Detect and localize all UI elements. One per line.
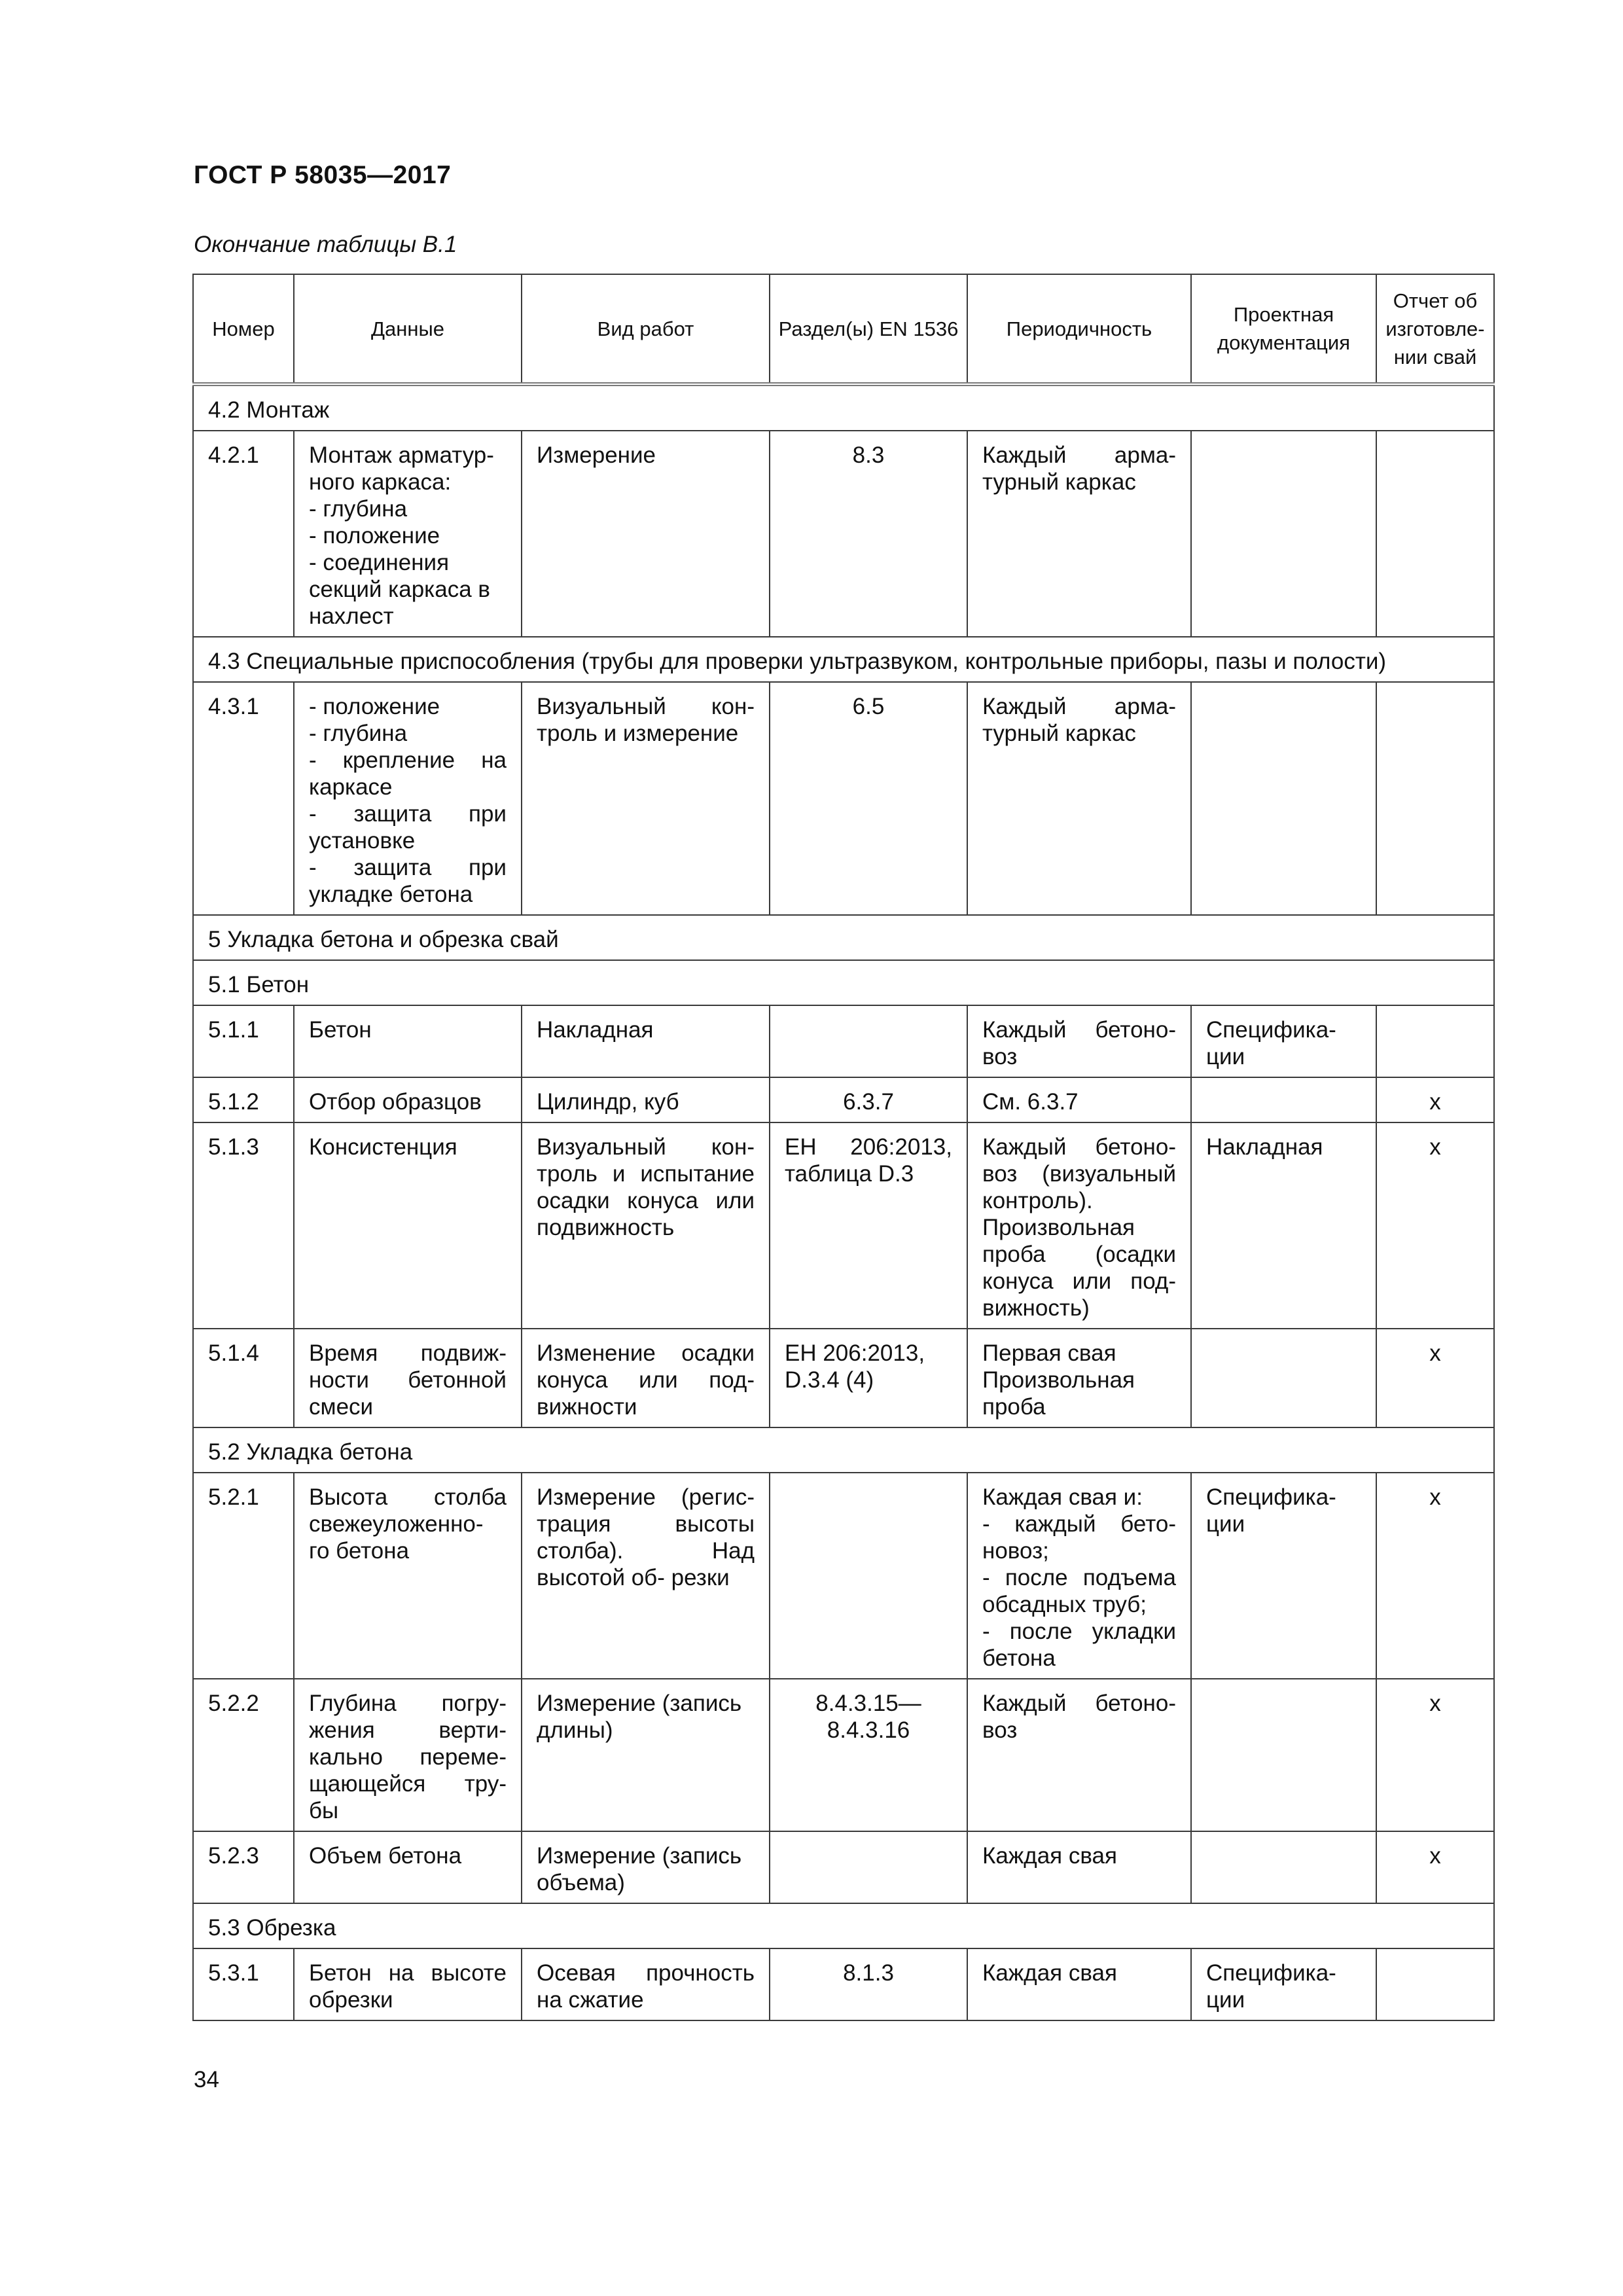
cell-line: - защита при установке [309,801,507,853]
cell-number: 5.2.1 [193,1473,294,1679]
cell-project-docs [1191,431,1376,637]
header-data: Данные [294,274,522,384]
cell-periodicity: Каждый бетоно- воз (визуальный контроль). Произвольная проба (осадки конуса или под- вижность) [967,1122,1191,1329]
table-row [193,1473,1494,1679]
cell-data: Бетон на высоте обрезки [294,1948,522,2020]
cell-work-type: Осевая прочность на сжатие [522,1948,770,2020]
cell-data [294,431,522,637]
section-title: 4.2 Монтаж [193,384,1494,431]
section-row [193,960,1494,1005]
cell-work-type: Измерение [522,431,770,637]
cell-section [770,1473,967,1679]
table-row [193,1948,1494,2020]
document-header: ГОСТ Р 58035—2017 [194,161,452,189]
header-number: Номер [193,274,294,384]
section-title: 5.1 Бетон [193,960,1494,1005]
cell-project-docs: Специфика- ции [1191,1005,1376,1077]
table-row [193,1077,1494,1122]
cell-periodicity: Каждая свая [967,1831,1191,1903]
cell-work-type: Изменение осадки конуса или под- вижности [522,1329,770,1427]
cell-periodicity: Каждый арма- турный каркас [967,431,1191,637]
header-periodicity: Периодичность [967,274,1191,384]
cell-section: ЕН 206:2013, таблица D.3 [770,1122,967,1329]
cell-line: ного каркаса: [309,469,452,495]
cell-line: Монтаж арматур- [309,442,494,468]
section-row [193,637,1494,682]
cell-periodicity [967,1329,1191,1427]
cell-work-type: Измерение (запись длины) [522,1679,770,1831]
section-title: 5.3 Обрезка [193,1903,1494,1948]
header-report: Отчет об изготовле- нии свай [1376,274,1494,384]
cell-project-docs [1191,1831,1376,1903]
cell-project-docs: Специфика- ции [1191,1473,1376,1679]
cell-work-type: Визуальный кон- троль и испытание осадки конуса или подвижность [522,1122,770,1329]
cell-report [1376,1005,1494,1077]
cell-work-type: Измерение (регис- трация высоты столба). Над высотой об- резки [522,1473,770,1679]
cell-data: Консистенция [294,1122,522,1329]
table-row [193,1005,1494,1077]
cell-work-type: Цилиндр, куб [522,1077,770,1122]
cell-data: Отбор образцов [294,1077,522,1122]
section-title: 5 Укладка бетона и обрезка свай [193,915,1494,960]
cell-line: - соединения [309,550,450,575]
cell-periodicity: Каждая свая [967,1948,1191,2020]
cell-data: Глубина погру- жения верти- кально переме- щающейся тру- бы [294,1679,522,1831]
cell-report [1376,682,1494,915]
table-row [193,1679,1494,1831]
page-number: 34 [194,2067,219,2092]
cell-section: 6.3.7 [770,1077,967,1122]
cell-line: - глубина [309,721,408,746]
cell-project-docs [1191,1077,1376,1122]
cell-number: 5.1.1 [193,1005,294,1077]
cell-line: - положение [309,694,440,719]
cell-periodicity: См. 6.3.7 [967,1077,1191,1122]
section-row [193,915,1494,960]
table-row [193,431,1494,637]
cell-periodicity: Каждый арма- турный каркас [967,682,1191,915]
cell-report: х [1376,1122,1494,1329]
cell-line: Произвольная [982,1367,1135,1393]
cell-line: Первая свая [982,1340,1116,1366]
cell-section: 6.5 [770,682,967,915]
cell-project-docs: Накладная [1191,1122,1376,1329]
cell-project-docs [1191,682,1376,915]
cell-number: 5.3.1 [193,1948,294,2020]
cell-data: Бетон [294,1005,522,1077]
cell-section [770,1831,967,1903]
cell-line: - крепление на каркасе [309,747,507,800]
section-title: 4.3 Специальные приспособления (трубы для проверки ультразвуком, контрольные приборы, пазы и полости) [193,637,1494,682]
cell-project-docs [1191,1679,1376,1831]
cell-line: Каждая свая и: [982,1484,1143,1510]
section-row [193,1903,1494,1948]
cell-report [1376,1948,1494,2020]
cell-work-type: Накладная [522,1005,770,1077]
section-row [193,384,1494,431]
cell-line: - каждый бето- новоз; [982,1511,1176,1564]
cell-work-type: Визуальный кон- троль и измерение [522,682,770,915]
cell-report: х [1376,1679,1494,1831]
cell-data [294,682,522,915]
cell-line: секций каркаса в [309,577,490,602]
cell-project-docs: Специфика- ции [1191,1948,1376,2020]
cell-number: 4.2.1 [193,431,294,637]
cell-line: проба [982,1394,1046,1420]
header-work-type: Вид работ [522,274,770,384]
cell-line: - после укладки бетона [982,1619,1176,1671]
section-row [193,1427,1494,1473]
cell-section: 8.4.3.15— 8.4.3.16 [770,1679,967,1831]
table-row [193,1831,1494,1903]
cell-data: Объем бетона [294,1831,522,1903]
table-row [193,1122,1494,1329]
cell-report: х [1376,1473,1494,1679]
cell-line: - защита при укладке бетона [309,855,507,907]
table-caption: Окончание таблицы В.1 [194,232,457,257]
cell-line: - после подъема обсадных труб; [982,1565,1176,1617]
table-row [193,682,1494,915]
table-header-row [193,274,1494,384]
section-title: 5.2 Укладка бетона [193,1427,1494,1473]
table-row [193,1329,1494,1427]
cell-report [1376,431,1494,637]
cell-section: ЕН 206:2013, D.3.4 (4) [770,1329,967,1427]
cell-data: Высота столба свежеуложенно- го бетона [294,1473,522,1679]
cell-section: 8.1.3 [770,1948,967,2020]
cell-work-type: Измерение (запись объема) [522,1831,770,1903]
cell-line: нахлест [309,603,394,629]
cell-report: х [1376,1077,1494,1122]
cell-section [770,1005,967,1077]
cell-report: х [1376,1831,1494,1903]
cell-number: 5.1.3 [193,1122,294,1329]
inspection-table [192,274,1495,2021]
cell-periodicity [967,1473,1191,1679]
cell-line: - глубина [309,496,408,522]
cell-periodicity: Каждый бетоно- воз [967,1679,1191,1831]
cell-number: 5.2.3 [193,1831,294,1903]
cell-number: 5.1.2 [193,1077,294,1122]
cell-number: 4.3.1 [193,682,294,915]
cell-number: 5.1.4 [193,1329,294,1427]
cell-project-docs [1191,1329,1376,1427]
header-project-docs: Проектная документация [1191,274,1376,384]
cell-number: 5.2.2 [193,1679,294,1831]
cell-periodicity: Каждый бетоно- воз [967,1005,1191,1077]
cell-line: - положение [309,523,440,548]
cell-report: х [1376,1329,1494,1427]
cell-data: Время подвиж- ности бетонной смеси [294,1329,522,1427]
cell-section: 8.3 [770,431,967,637]
header-section: Раздел(ы) EN 1536 [770,274,967,384]
